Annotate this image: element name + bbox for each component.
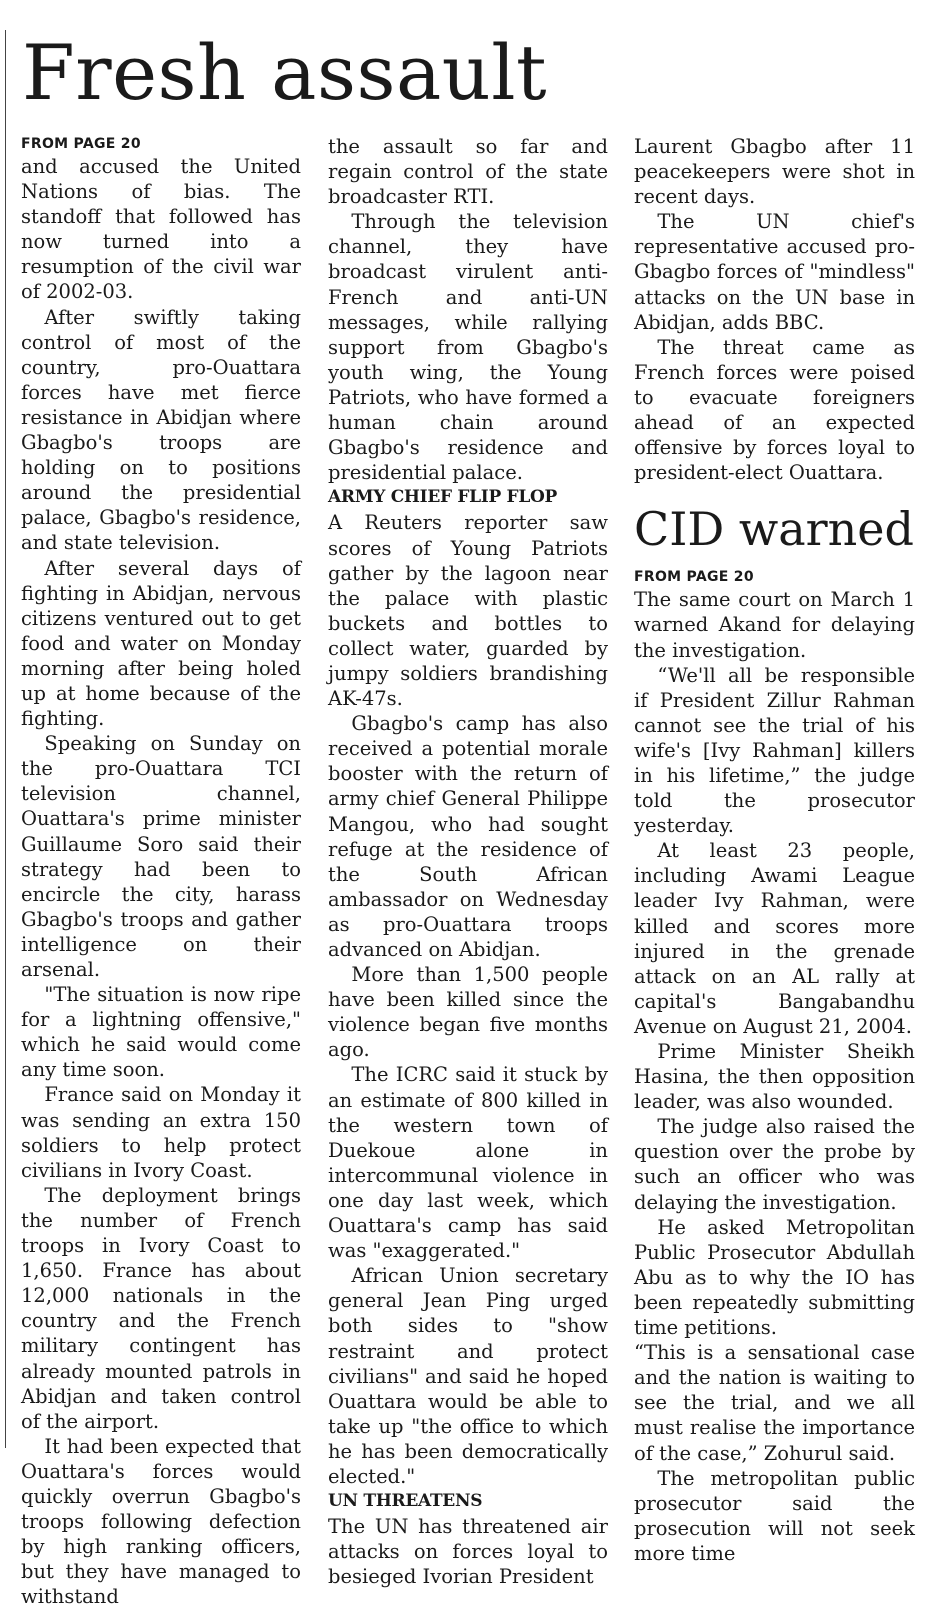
paragraph: The UN has threatened air attacks on forces loyal to besieged Ivorian President	[328, 1515, 608, 1589]
paragraph: “We'll all be responsible if President Zillur Rahman cannot see the trial of his wife's [Ivy Rahman] killers in his lifetime,” the judge told the prosecutor yesterday.	[634, 663, 915, 838]
paragraph: The metropolitan public prosecutor said the prosecution will not seek more time	[634, 1466, 915, 1565]
column-1	[21, 134, 301, 1609]
paragraph: More than 1,500 people have been killed since the violence began five months ago.	[328, 963, 608, 1062]
paragraph: Prime Minister Sheikh Hasina, the then opposition leader, was also wounded.	[634, 1040, 915, 1114]
paragraph: "The situation is now ripe for a lightning offensive," which he said would come any time soon.	[21, 983, 301, 1082]
paragraph: A Reuters reporter saw scores of Young Patriots gather by the lagoon near the palace with plastic buckets and bottles to collect water, guarded by jumpy soldiers brandishing AK-47s.	[328, 511, 608, 711]
paragraph: Speaking on Sunday on the pro-Ouattara TCI television channel, Ouattara's prime minister Guillaume Soro said their strategy had been to encircle the city, harass Gbagbo's troops and gather intelligence on their arsenal.	[21, 732, 301, 981]
paragraph: It had been expected that Ouattara's forces would quickly overrun Gbagbo's troops following defection by high ranking officers, but they have managed to withstand	[21, 1434, 301, 1609]
paragraph: The ICRC said it stuck by an estimate of 800 killed in the western town of Duekoue alone in intercommunal violence in one day last week, which Ouattara's camp has said was "exaggerated."	[328, 1063, 608, 1263]
kicker-from-page: FROM PAGE 20	[634, 569, 754, 586]
paragraph: Through the television channel, they have broadcast virulent anti-French and anti-UN messages, while rallying support from Gbagbo's youth wing, the Young Patriots, who have formed a human chain around Gbagbo's residence and presidential palace.	[328, 210, 608, 485]
paragraph: The judge also raised the question over the probe by such an officer who was delaying the investigation.	[634, 1115, 915, 1214]
paragraph: Gbagbo's camp has also received a potential morale booster with the return of army chief General Philippe Mangou, who had sought refuge at the residence of the South African ambassador on Wednesday as pro-Ouattara troops advanced on Abidjan.	[328, 712, 608, 961]
paragraph: The UN chief's representative accused pro-Gbagbo forces of "mindless" attacks on the UN base in Abidjan, adds BBC.	[634, 210, 915, 334]
column-3	[634, 134, 915, 1565]
paragraph: “This is a sensational case and the nation is waiting to see the trial, and we all must realise the importance of the case,” Zohurul said.	[634, 1341, 915, 1465]
paragraph: the assault so far and regain control of the state broadcaster RTI.	[328, 135, 608, 209]
paragraph: and accused the United Nations of bias. The standoff that followed has now turned into a resumption of the civil war of 2002-03.	[21, 155, 301, 304]
paragraph: Laurent Gbagbo after 11 peacekeepers were shot in recent days.	[634, 135, 915, 209]
headline: Fresh assault	[22, 28, 548, 117]
paragraph: At least 23 people, including Awami League leader Ivy Rahman, were killed and scores more injured in the grenade attack on an AL rally at capital's Bangabandhu Avenue on August 21, 2004.	[634, 839, 915, 1038]
paragraph: The same court on March 1 warned Akand for delaying the investigation.	[634, 588, 915, 662]
subheading: UN THREATENS	[328, 1491, 483, 1512]
paragraph: African Union secretary general Jean Ping urged both sides to "show restraint and protect civilians" and said he hoped Ouattara would be able to take up "the office to which he has been democratically elected."	[328, 1264, 608, 1488]
paragraph: The threat came as French forces were poised to evacuate foreigners ahead of an expected offensive by forces loyal to president-elect Ouattara.	[634, 335, 915, 485]
paragraph: The deployment brings the number of French troops in Ivory Coast to 1,650. France has about 12,000 nationals in the country and the French military contingent has already mounted patrols in Abidjan and taken control of the airport.	[21, 1183, 301, 1433]
paragraph: He asked Metropolitan Public Prosecutor Abdullah Abu as to why the IO has been repeatedly submitting time petitions.	[634, 1215, 915, 1340]
paragraph: France said on Monday it was sending an extra 150 soldiers to help protect civilians in Ivory Coast.	[21, 1083, 301, 1182]
subheading: ARMY CHIEF FLIP FLOP	[328, 487, 557, 508]
kicker-from-page: FROM PAGE 20	[21, 136, 141, 152]
paragraph: After several days of fighting in Abidjan, nervous citizens ventured out to get food and water on Monday morning after being holed up at home because of the fighting.	[21, 556, 301, 731]
column-2	[328, 134, 608, 1589]
column-rule	[5, 30, 6, 1448]
second-headline: CID warned	[634, 502, 914, 557]
paragraph: After swiftly taking control of most of the country, pro-Ouattara forces have met fierce resistance in Abidjan where Gbagbo's troops are holding on to positions around the presidential palace, Gbagbo's residence, and state television.	[21, 305, 301, 555]
